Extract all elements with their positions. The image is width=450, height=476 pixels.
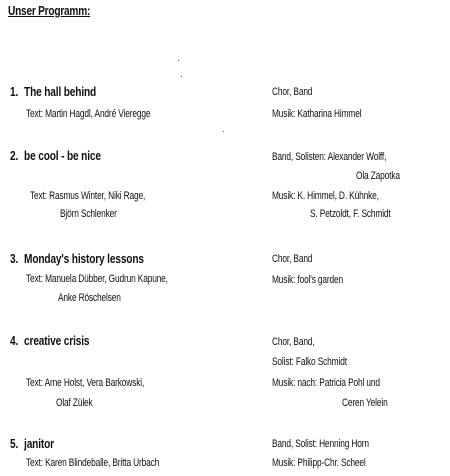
item-performers-5: Band, Solist: Henning Horn (272, 438, 369, 450)
item-text-credit-4a: Text: Arne Holst, Vera Barkowski, (26, 377, 145, 389)
item-music-credit-5: Musik: Philipp-Chr. Scheel (272, 457, 366, 469)
item-title-text-2: be cool - be nice (24, 148, 101, 163)
item-text-credit-2a: Text: Rasmus Winter, Niki Rage, (30, 190, 146, 202)
item-music-credit-4a: Musik: nach: Patricia Pohl und (272, 377, 380, 389)
item-title-4 (10, 333, 89, 348)
item-music-credit-3: Musik: fool's garden (272, 274, 344, 286)
item-performers-2b: Ola Zapotka (356, 170, 400, 182)
item-performers-2a: Band, Solisten: Alexander Wolff, (272, 151, 387, 163)
item-music-credit-1: Musik: Katharina Himmel (272, 108, 362, 120)
item-performers-3: Chor, Band (272, 253, 313, 265)
item-music-credit-4b: Ceren Yelein (342, 397, 388, 409)
item-number-5: 5. (10, 436, 19, 451)
item-music-credit-2b: S. Petzoldt, F. Schmidt (310, 208, 391, 220)
item-text-credit-5: Text: Karen Blindeballe, Britta Urbach (26, 457, 160, 469)
scan-speck (181, 76, 182, 77)
item-number-4: 4. (10, 333, 19, 348)
item-text-credit-3a: Text: Manuela Dübber, Gudrun Kapune, (26, 273, 168, 285)
item-performers-4b: Solist: Falko Schmidt (272, 356, 347, 368)
item-title-text-3: Monday's history lessons (24, 251, 144, 266)
item-performers-1: Chor, Band (272, 86, 313, 98)
item-performers-4a: Chor, Band, (272, 336, 315, 348)
scan-speck (223, 131, 224, 132)
item-text-credit-1: Text: Martin Hagdl, André Vieregge (26, 108, 151, 120)
item-music-credit-2a: Musik: K. Himmel, D. Kühnke, (272, 190, 379, 202)
item-title-2 (10, 148, 101, 163)
item-number-1: 1. (10, 84, 19, 99)
item-title-text-1: The hall behind (24, 84, 97, 99)
item-title-text-4: creative crisis (24, 333, 90, 348)
item-title-5 (10, 436, 54, 451)
item-title-text-5: janitor (24, 436, 54, 451)
item-text-credit-3b: Anke Röschelsen (58, 292, 121, 304)
item-title-1 (10, 84, 96, 99)
item-number-2: 2. (10, 148, 19, 163)
item-number-3: 3. (10, 251, 19, 266)
item-text-credit-4b: Olaf Zülek (56, 397, 93, 409)
program-heading: Unser Programm: (8, 3, 91, 18)
item-title-3 (10, 251, 144, 266)
item-text-credit-2b: Björn Schlenker (60, 208, 117, 220)
scan-speck (178, 60, 179, 61)
